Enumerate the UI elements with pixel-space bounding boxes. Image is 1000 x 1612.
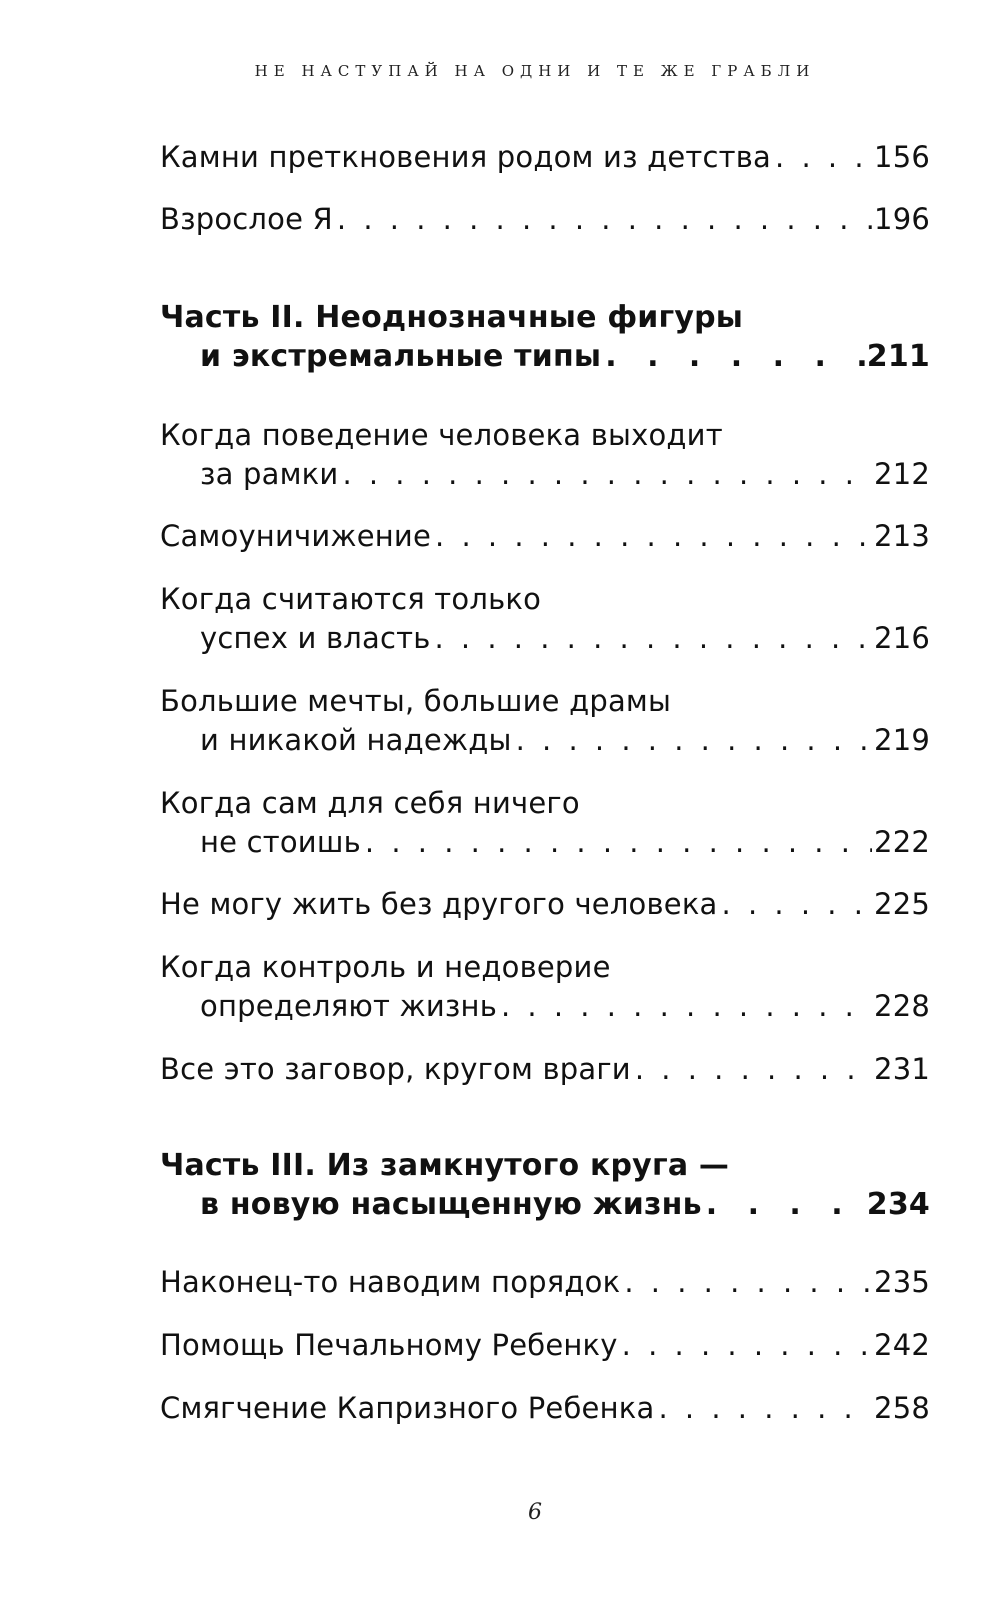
toc-entry[interactable] [160,1263,930,1302]
dot-leader [497,987,872,1026]
toc-entry-page: 228 [874,989,930,1023]
toc-entry-page: 219 [874,723,930,757]
toc-entry-title: Когда контроль и недоверие [160,950,611,984]
toc-entry-title: не стоишь [200,825,361,859]
toc-entry-page: 212 [874,457,930,491]
toc-entry[interactable] [160,784,930,862]
toc-entry-page: 222 [874,825,930,859]
toc-entry-title: Наконец-то наводим порядок [160,1265,621,1299]
toc-entry[interactable] [160,885,930,924]
toc-entry[interactable] [160,682,930,760]
toc-part-heading[interactable] [160,298,930,376]
dot-leader [430,619,872,658]
toc-entry-page: 235 [874,1265,930,1299]
toc-part-title-line: в новую насыщенную жизнь [200,1187,702,1222]
toc-entry-page: 216 [874,621,930,655]
dot-leader [620,1263,872,1302]
toc-entry[interactable] [160,1326,930,1365]
toc-entry[interactable] [160,416,930,494]
dot-leader [512,721,872,760]
toc-part-heading[interactable] [160,1146,930,1224]
toc-entry[interactable] [160,138,930,177]
toc-entry-title: и никакой надежды [200,723,512,757]
toc-entry[interactable] [160,580,930,658]
toc-entry-title: определяют жизнь [200,989,497,1023]
toc-entry-page: 213 [874,519,930,553]
toc-entry-page: 196 [874,202,930,236]
dot-leader [702,1185,865,1224]
toc-entry-page: 156 [874,140,930,174]
toc-entry-title: Когда считаются только [160,582,542,616]
toc-entry-title: успех и власть [200,621,431,655]
toc-entry-page: 242 [874,1328,930,1362]
toc-entry[interactable] [160,1389,930,1428]
table-of-contents [160,0,930,1612]
toc-part-page: 234 [866,1187,930,1222]
toc-entry-page: 231 [874,1052,930,1086]
toc-part-title-line: и экстремальные типы [200,339,602,374]
toc-part-title-line: Часть III. Из замкнутого круга — [160,1148,730,1183]
running-head: НЕ НАСТУПАЙ НА ОДНИ И ТЕ ЖЕ ГРАБЛИ [254,62,816,80]
toc-entry-title: Самоуничижение [160,519,432,553]
dot-leader [431,517,872,556]
toc-entry-page: 225 [874,887,930,921]
toc-entry-title: Смягчение Капризного Ребенка [160,1391,655,1425]
dot-leader [601,337,865,376]
dot-leader [718,885,873,924]
toc-entry-title: Когда сам для себя ничего [160,786,580,820]
toc-part-page: 211 [866,339,930,374]
toc-entry-title: Большие мечты, большие драмы [160,684,672,718]
dot-leader [338,455,872,494]
toc-entry[interactable] [160,200,930,239]
dot-leader [771,138,872,177]
toc-entry-title: Взрослое Я [160,202,333,236]
dot-leader [631,1050,872,1089]
toc-entry[interactable] [160,517,930,556]
toc-entry-page: 258 [874,1391,930,1425]
dot-leader [654,1389,872,1428]
toc-entry-title: Когда поведение человека выходит [160,418,723,452]
toc-entry-title: Помощь Печальному Ребенку [160,1328,618,1362]
toc-entry[interactable] [160,1050,930,1089]
toc-entry-title: за рамки [200,457,339,491]
toc-entry-title: Не могу жить без другого человека [160,887,718,921]
dot-leader [361,823,872,862]
toc-entry-title: Камни преткновения родом из детства [160,140,772,174]
page-number: 6 [528,1500,542,1525]
toc-entry-title: Все это заговор, кругом враги [160,1052,631,1086]
toc-part-title-line: Часть II. Неоднозначные фигуры [160,300,744,335]
dot-leader [618,1326,872,1365]
toc-entry[interactable] [160,948,930,1026]
dot-leader [333,200,872,239]
